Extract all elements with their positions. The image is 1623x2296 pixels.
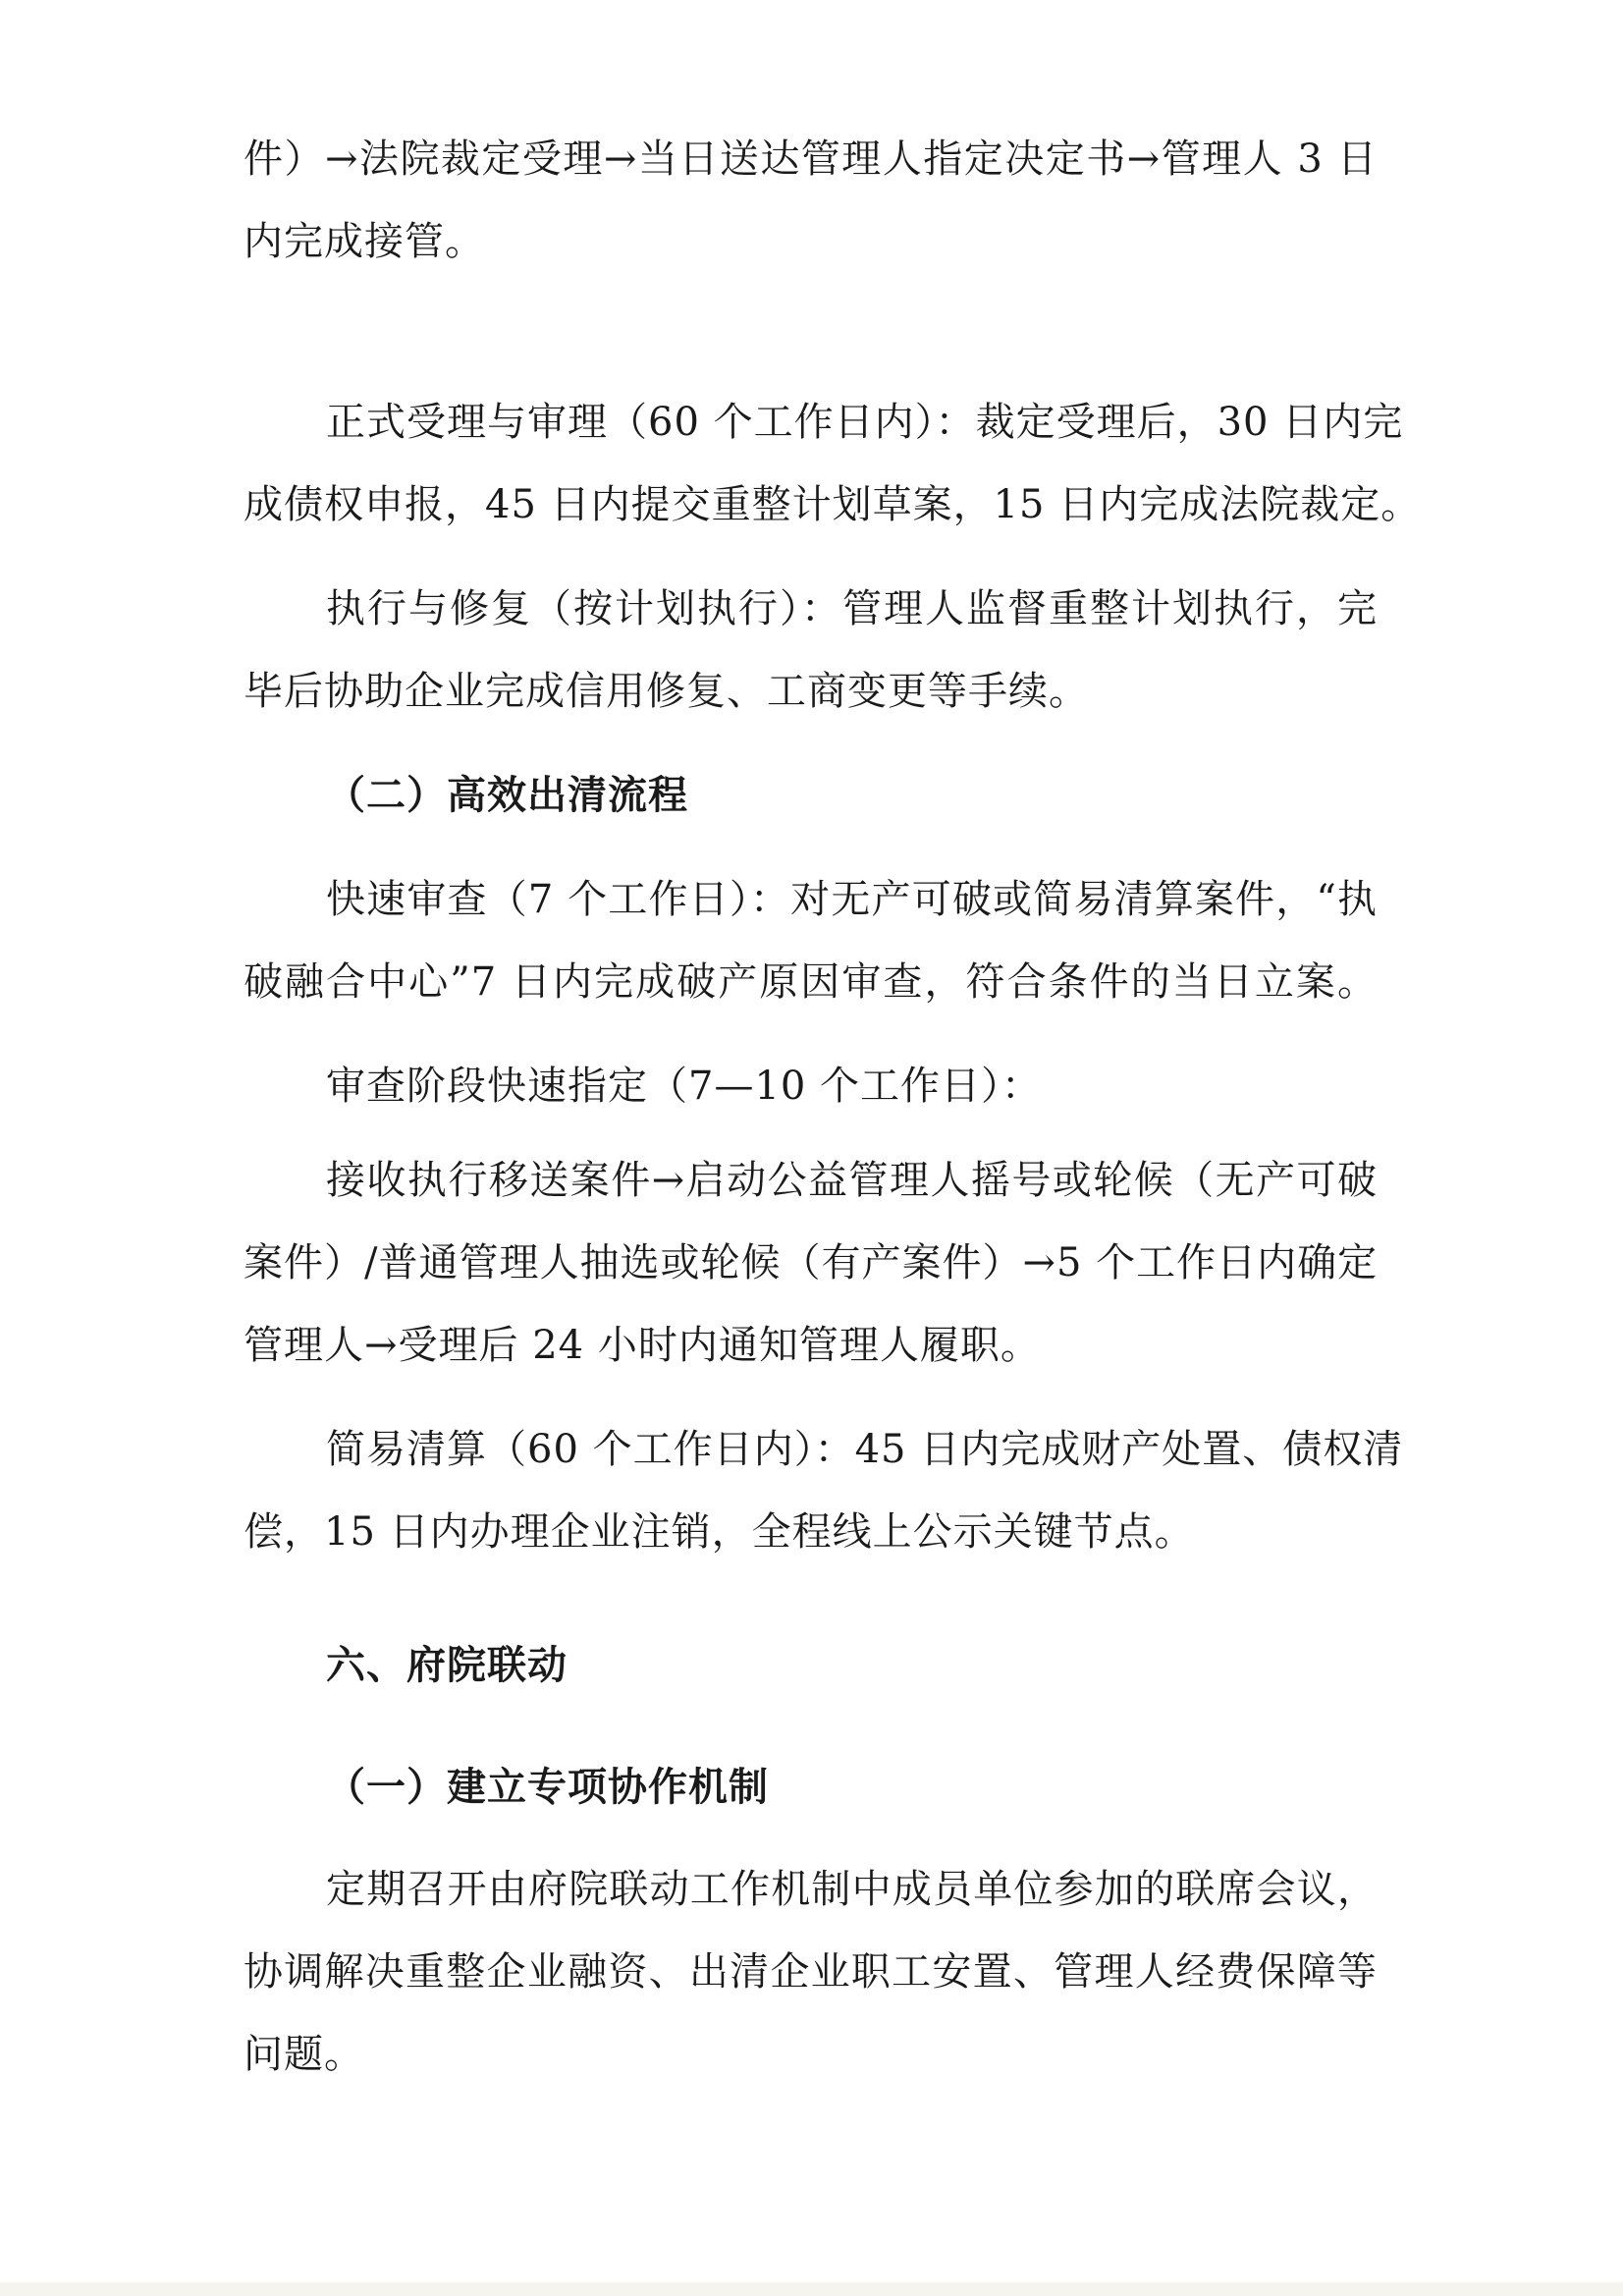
paragraph-line: 问题。 xyxy=(243,2032,364,2077)
paragraph-line: 接收执行移送案件→启动公益管理人摇号或轮候（无产可破 xyxy=(326,1158,1378,1203)
paragraph-line: 简易清算（60 个工作日内）：45 日内完成财产处置、债权清 xyxy=(326,1427,1404,1472)
paragraph-line: 快速审查（7 个工作日）：对无产可破或简易清算案件，“执 xyxy=(326,877,1378,922)
paragraph-line: 执行与修复（按计划执行）：管理人监督重整计划执行，完 xyxy=(326,586,1378,631)
scan-edge xyxy=(0,2282,1623,2296)
section-heading: 六、府院联动 xyxy=(326,1643,568,1688)
paragraph-line: 审查阶段快速指定（7—10 个工作日）： xyxy=(326,1064,1043,1109)
paragraph-line: 毕后协助企业完成信用修复、工商变更等手续。 xyxy=(243,669,1089,714)
paragraph-line: 破融合中心”7 日内完成破产原因审查，符合条件的当日立案。 xyxy=(243,959,1378,1005)
paragraph-line: 成债权申报，45 日内提交重整计划草案，15 日内完成法院裁定。 xyxy=(243,482,1422,527)
paragraph-line: 协调解决重整企业融资、出清企业职工安置、管理人经费保障等 xyxy=(243,1949,1378,1995)
paragraph-line: 定期召开由府院联动工作机制中成员单位参加的联席会议， xyxy=(326,1867,1378,1912)
subsection-heading: （一）建立专项协作机制 xyxy=(326,1765,769,1810)
section-heading: （二）高效出清流程 xyxy=(326,773,688,818)
paragraph-line: 管理人→受理后 24 小时内通知管理人履职。 xyxy=(243,1323,1041,1368)
paragraph-line: 正式受理与审理（60 个工作日内）：裁定受理后，30 日内完 xyxy=(326,400,1404,445)
paragraph-line: 偿，15 日内办理企业注销，全程线上公示关键节点。 xyxy=(243,1509,1195,1555)
paragraph-line: 内完成接管。 xyxy=(243,219,485,264)
paragraph-line: 案件）/普通管理人抽选或轮候（有产案件）→5 个工作日内确定 xyxy=(243,1240,1379,1285)
paragraph-line: 件）→法院裁定受理→当日送达管理人指定决定书→管理人 3 日 xyxy=(243,137,1378,182)
